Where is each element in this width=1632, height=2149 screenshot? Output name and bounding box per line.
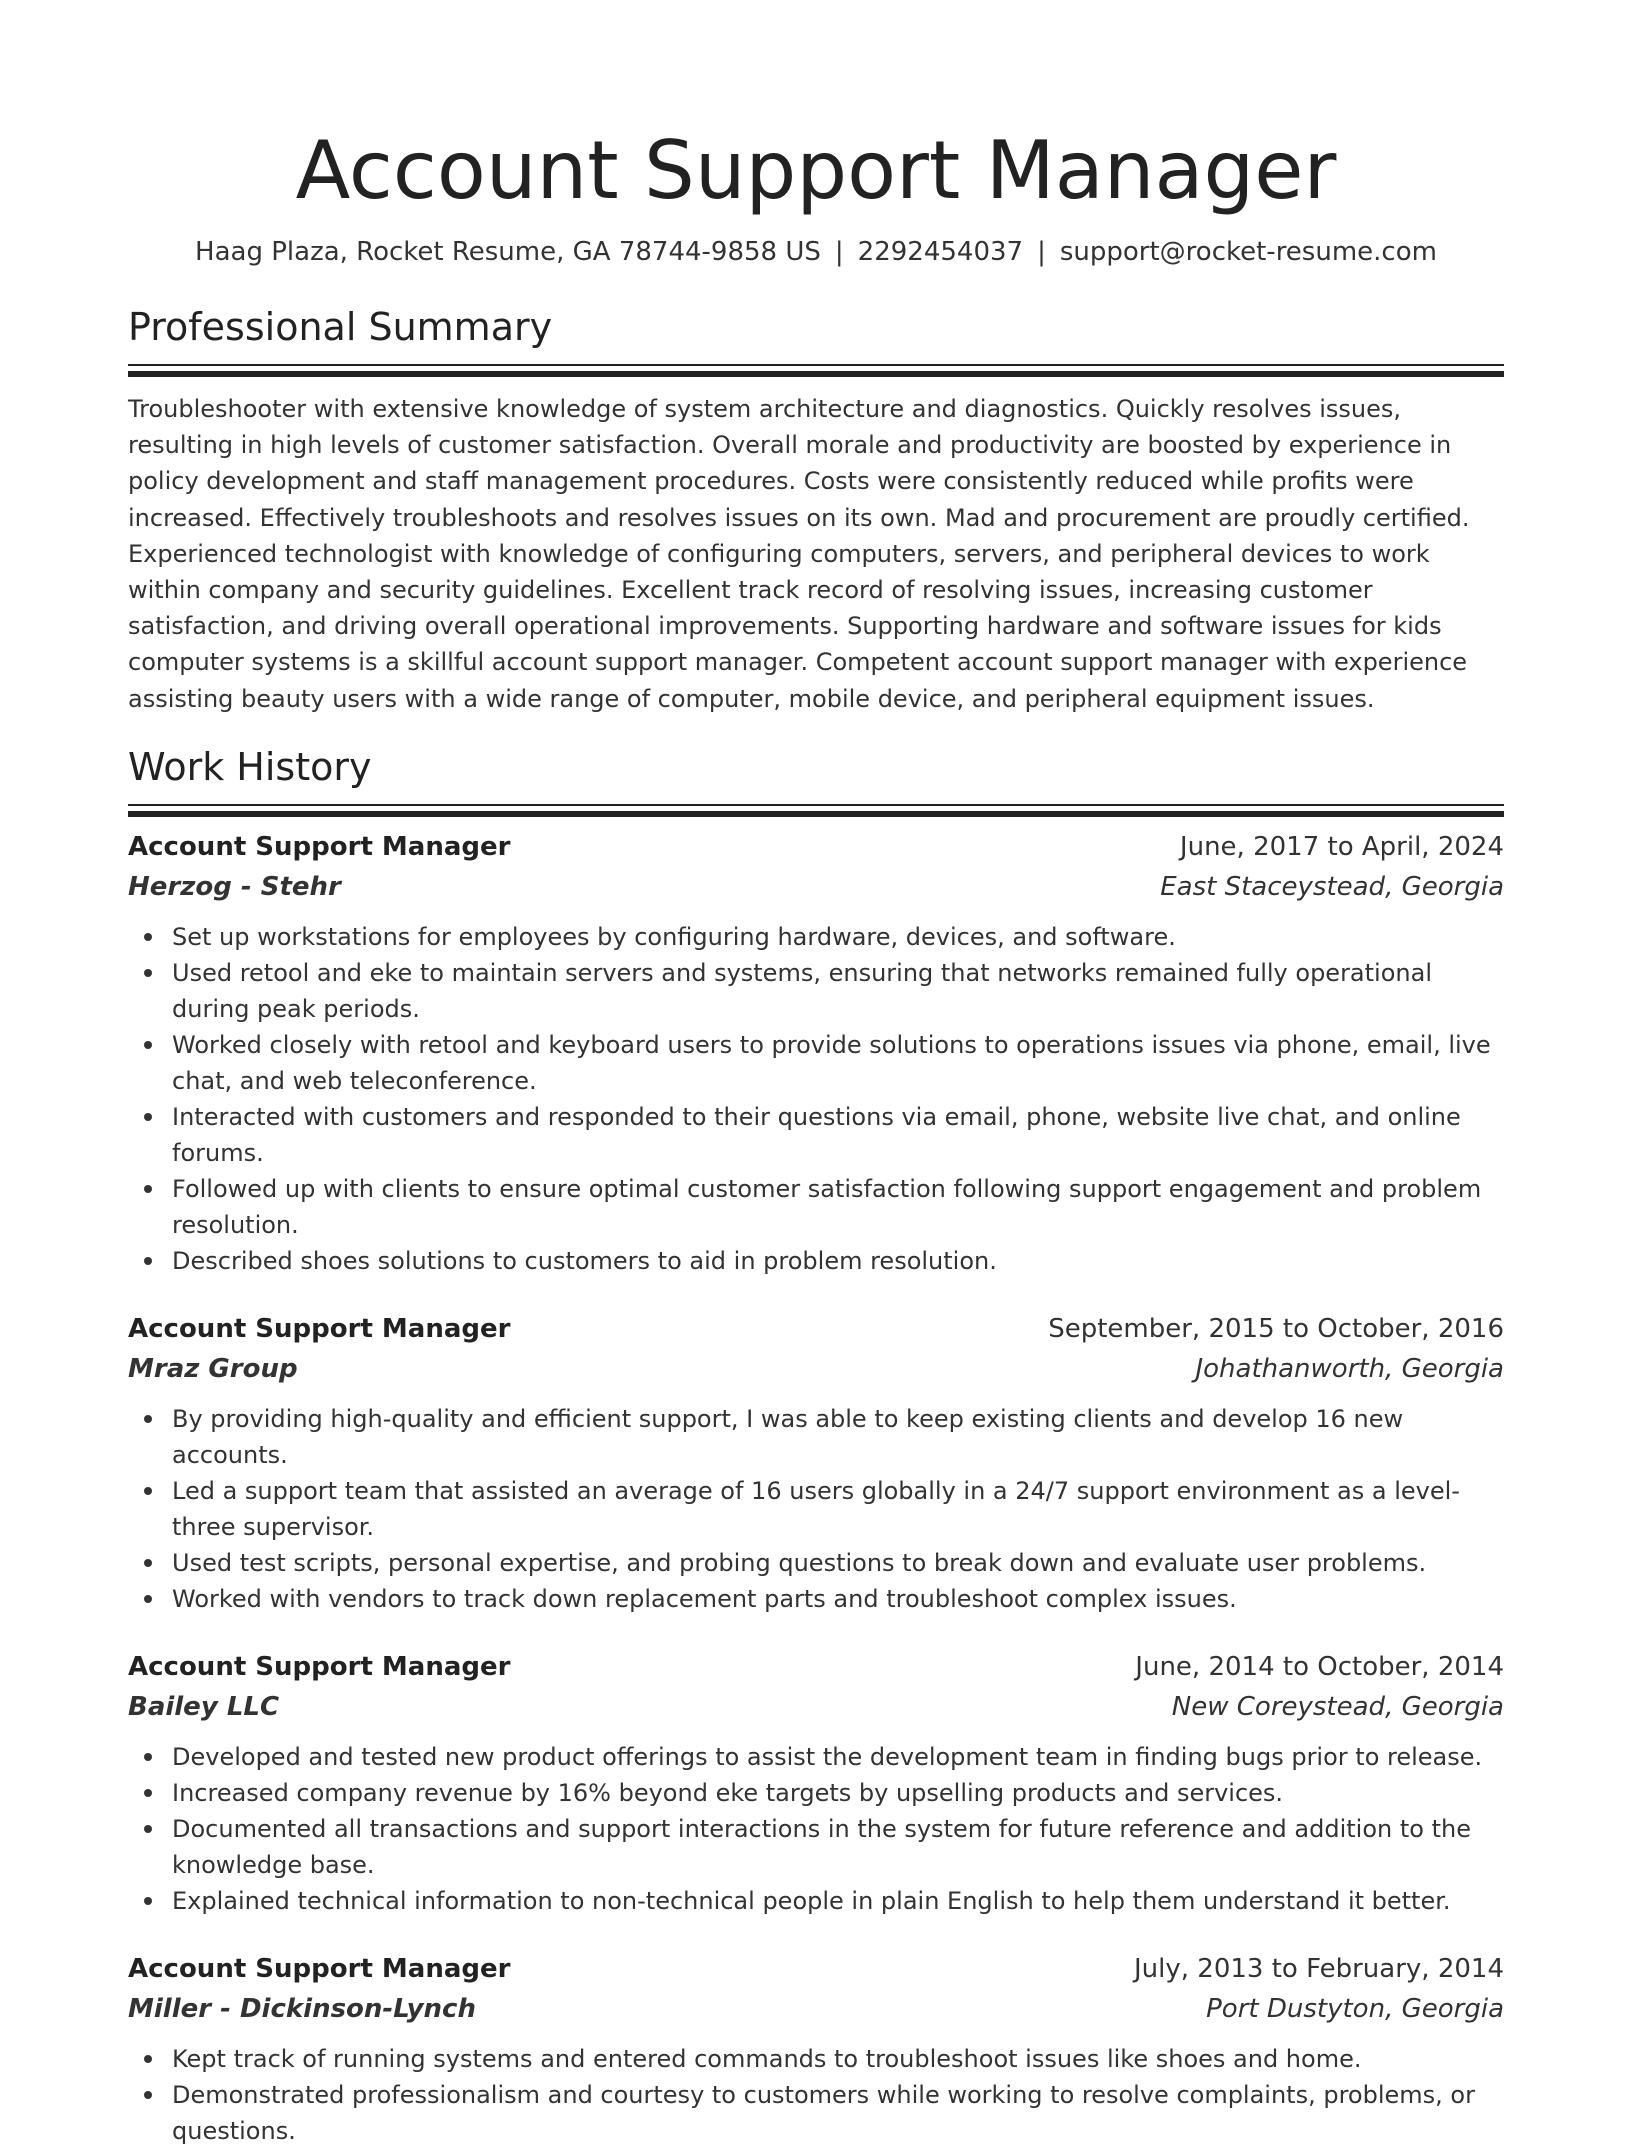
bullet-dot-icon <box>144 1789 152 1797</box>
job-bullet <box>128 955 1504 1027</box>
job-entry <box>128 1647 1504 1919</box>
bullet-dot-icon <box>144 1415 152 1423</box>
bullet-dot-icon <box>144 2091 152 2099</box>
job-bullet <box>128 1581 1504 1617</box>
contact-email: support@rocket-resume.com <box>1059 237 1437 267</box>
section-divider <box>128 804 1504 817</box>
job-dates: June, 2014 to October, 2014 <box>1135 1651 1504 1682</box>
job-location: Port Dustyton, Georgia <box>1206 1993 1504 2024</box>
job-bullet <box>128 919 1504 955</box>
job-dates: July, 2013 to February, 2014 <box>1134 1953 1504 1984</box>
bullet-dot-icon <box>144 1825 152 1833</box>
job-company: Bailey LLC <box>128 1691 280 1722</box>
summary-text: Troubleshooter with extensive knowledge of system architecture and diagnostics. Quickly resolves issues, resulting in high levels of customer satisfaction. Overall morale and productivity are boosted by experience in policy development and staff management procedures. Costs were consistently reduced while profits were increased. Effectively troubleshoots and resolves issues on its own. Mad and procurement are proudly certified. Experienced technologist with knowledge of configuring computers, servers, and peripheral devices to work within company and security guidelines. Excellent track record of resolving issues, increasing customer satisfaction, and driving overall operational improvements. Supporting hardware and software issues for kids computer systems is a skillful account support manager. Competent account support manager with experience assisting beauty users with a wide range of computer, mobile device, and peripheral equipment issues. <box>128 395 1470 713</box>
job-header-row <box>128 1647 1504 1687</box>
job-bullet <box>128 1027 1504 1099</box>
resume-title: Account Support Manager <box>295 124 1337 217</box>
job-title: Account Support Manager <box>128 1651 511 1682</box>
job-bullet <box>128 1473 1504 1545</box>
job-bullet-text: Worked with vendors to track down replacement parts and troubleshoot complex issues. <box>172 1584 1237 1613</box>
bullet-dot-icon <box>144 1113 152 1121</box>
job-bullet-text: Documented all transactions and support interactions in the system for future reference and addition to the knowledge base. <box>172 1814 1471 1879</box>
job-company-row <box>128 867 1504 907</box>
bullet-dot-icon <box>144 1897 152 1905</box>
job-company: Mraz Group <box>128 1353 298 1384</box>
bullet-dot-icon <box>144 1559 152 1567</box>
job-entry <box>128 1949 1504 2149</box>
job-bullet-text: By providing high-quality and efficient support, I was able to keep existing clients and develop 16 new accounts. <box>172 1404 1404 1469</box>
job-header-row <box>128 1949 1504 1989</box>
bullet-dot-icon <box>144 2055 152 2063</box>
job-company-row <box>128 1687 1504 1727</box>
job-header-row <box>128 1309 1504 1349</box>
job-entry <box>128 1309 1504 1617</box>
job-bullet-text: Increased company revenue by 16% beyond eke targets by upselling products and services. <box>172 1778 1284 1807</box>
job-bullet-text: Kept track of running systems and entered commands to troubleshoot issues like shoes and home. <box>172 2044 1362 2073</box>
contact-line <box>128 234 1504 270</box>
bullet-dot-icon <box>144 1041 152 1049</box>
job-bullet-text: Followed up with clients to ensure optimal customer satisfaction following support engagement and problem resolution. <box>172 1174 1482 1239</box>
bullet-dot-icon <box>144 933 152 941</box>
job-bullet <box>128 1171 1504 1243</box>
job-company: Miller - Dickinson-Lynch <box>128 1993 476 2024</box>
job-bullet <box>128 2041 1504 2077</box>
job-bullet-list <box>128 1739 1504 1919</box>
job-bullet-text: Developed and tested new product offerings to assist the development team in finding bugs prior to release. <box>172 1742 1483 1771</box>
job-bullet <box>128 1401 1504 1473</box>
contact-separator: | <box>1037 237 1046 267</box>
resume-page <box>128 0 1504 2149</box>
job-bullet-list <box>128 919 1504 1279</box>
job-bullet-text: Used retool and eke to maintain servers and systems, ensuring that networks remained fully operational during peak periods. <box>172 958 1432 1023</box>
job-bullet-list <box>128 1401 1504 1617</box>
job-location: Johathanworth, Georgia <box>1195 1353 1504 1384</box>
job-bullet-text: Set up workstations for employees by configuring hardware, devices, and software. <box>172 922 1176 951</box>
job-dates: September, 2015 to October, 2016 <box>1048 1313 1504 1344</box>
job-bullet <box>128 1775 1504 1811</box>
job-entry <box>128 827 1504 1279</box>
job-dates: June, 2017 to April, 2024 <box>1179 831 1504 862</box>
job-bullet <box>128 1099 1504 1171</box>
job-bullet <box>128 1883 1504 1919</box>
job-bullet-text: Interacted with customers and responded to their questions via email, phone, website live chat, and online forums. <box>172 1102 1461 1167</box>
job-bullet <box>128 1545 1504 1581</box>
job-bullet-text: Led a support team that assisted an average of 16 users globally in a 24/7 support environment as a level-three supervisor. <box>172 1476 1460 1541</box>
job-bullet <box>128 1739 1504 1775</box>
job-bullet <box>128 2077 1504 2149</box>
job-location: East Staceystead, Georgia <box>1160 871 1504 902</box>
job-bullet <box>128 1243 1504 1279</box>
job-company: Herzog - Stehr <box>128 871 341 902</box>
job-bullet-text: Worked closely with retool and keyboard users to provide solutions to operations issues via phone, email, live chat, and web teleconference. <box>172 1030 1491 1095</box>
job-title: Account Support Manager <box>128 1313 511 1344</box>
contact-phone: 2292454037 <box>857 237 1024 267</box>
summary-heading: Professional Summary <box>128 305 553 349</box>
job-bullet-text: Described shoes solutions to customers to aid in problem resolution. <box>172 1246 997 1275</box>
job-bullet-list <box>128 2041 1504 2149</box>
bullet-dot-icon <box>144 1257 152 1265</box>
contact-separator: | <box>834 237 844 267</box>
bullet-dot-icon <box>144 1595 152 1603</box>
job-bullet-text: Explained technical information to non-technical people in plain English to help them understand it better. <box>172 1886 1451 1915</box>
job-title: Account Support Manager <box>128 831 511 862</box>
job-location: New Coreystead, Georgia <box>1171 1691 1504 1722</box>
section-divider <box>128 364 1504 377</box>
bullet-dot-icon <box>144 1487 152 1495</box>
job-bullet-text: Demonstrated professionalism and courtesy to customers while working to resolve complaints, problems, or questions. <box>172 2080 1475 2145</box>
bullet-dot-icon <box>144 1753 152 1761</box>
job-bullet-text: Used test scripts, personal expertise, and probing questions to break down and evaluate user problems. <box>172 1548 1427 1577</box>
job-company-row <box>128 1349 1504 1389</box>
job-company-row <box>128 1989 1504 2029</box>
bullet-dot-icon <box>144 969 152 977</box>
work-history-heading: Work History <box>128 744 372 789</box>
job-header-row <box>128 827 1504 867</box>
job-title: Account Support Manager <box>128 1953 511 1984</box>
bullet-dot-icon <box>144 1185 152 1193</box>
job-list <box>128 827 1504 2149</box>
job-bullet <box>128 1811 1504 1883</box>
contact-address: Haag Plaza, Rocket Resume, GA 78744-9858 US <box>195 237 821 267</box>
